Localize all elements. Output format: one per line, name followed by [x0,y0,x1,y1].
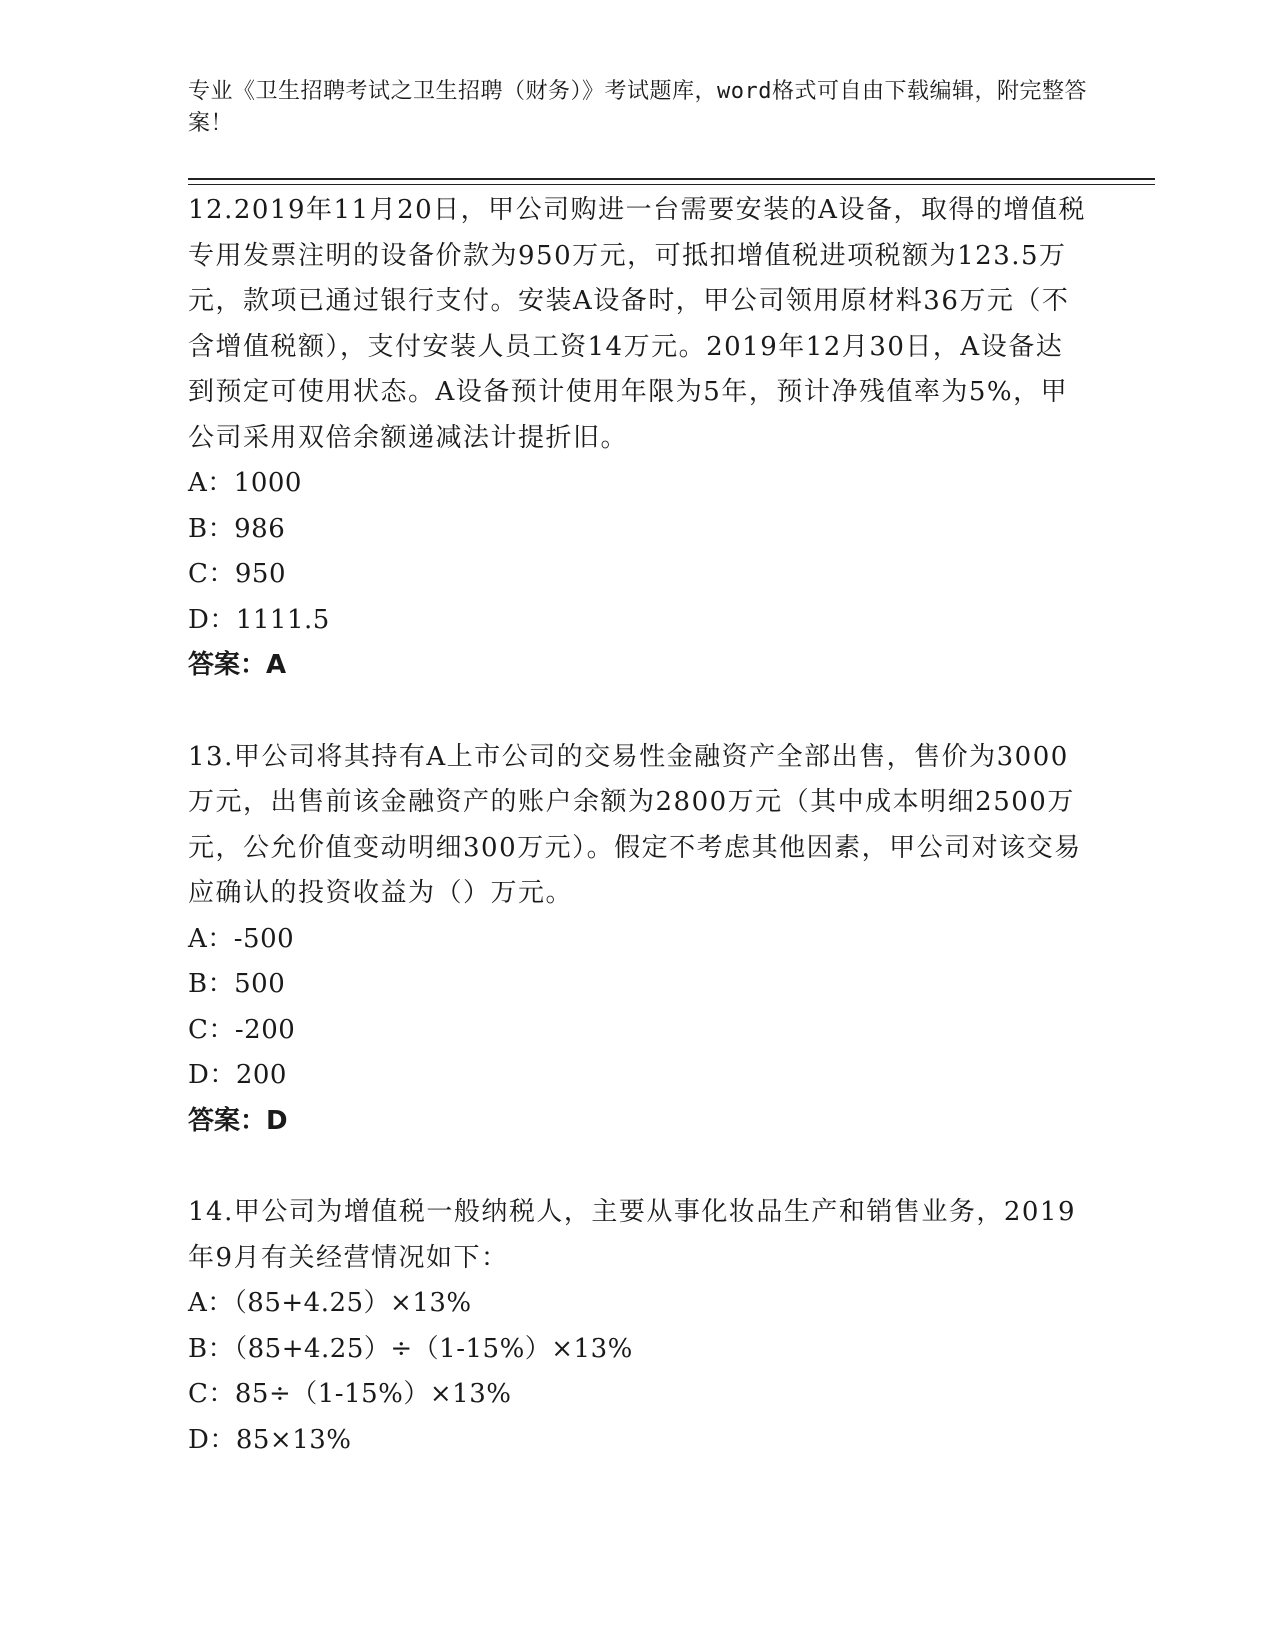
option-d: D：85×13% [188,1424,352,1455]
option-c: C：950 [188,559,287,589]
option-b: B：（85+4.25）÷（1-15%）×13% [188,1333,633,1364]
answer-line: 答案：D [188,1105,288,1136]
question-stem: 12.2019年11月20日，甲公司购进一台需要安装的A设备，取得的增值税专用发票注明的设备价款为950万元，可抵扣增值税进项税额为123.5万元，款项已通过银行支付。安装A设备时，甲公司领用原材料36万元（不含增值税额），支付安装人员工资14万元。2019年12月30日，A设备达到预定可使用状态。A设备预计使用年限为5年，预计净残值率为5%，甲公司采用双倍余额递减法计提折旧。 [188,195,1086,453]
option-a: A：-500 [188,923,295,954]
answer-line: 答案：A [188,650,287,680]
question-stem: 14.甲公司为增值税一般纳税人，主要从事化妆品生产和销售业务，2019年9月有关经营情况如下： [188,1197,1077,1273]
option-c: C：85÷（1-15%）×13% [188,1379,512,1409]
question-stem: 13.甲公司将其持有A上市公司的交易性金融资产全部出售，售价为3000万元，出售前该金融资产的账户余额为2800万元（其中成本明细2500万元，公允价值变动明细300万元）。假定不考虑其他因素，甲公司对该交易应确认的投资收益为（）万元。 [188,741,1082,908]
option-a: A：（85+4.25）×13% [188,1288,472,1318]
header-rule-thin [188,184,1155,185]
question-12 [188,188,1088,689]
question-14 [188,1190,1088,1463]
option-a: A：1000 [188,468,302,498]
header-rule-thick [188,178,1155,180]
question-13 [188,735,1088,1145]
option-b: B：986 [188,513,286,544]
option-d: D：1111.5 [188,604,330,635]
option-b: B：500 [188,969,286,999]
question-list [188,188,1088,1463]
option-c: C：-200 [188,1014,296,1045]
option-d: D：200 [188,1060,287,1090]
document-header: 专业《卫生招聘考试之卫生招聘（财务）》考试题库，word格式可自由下载编辑，附完整答案！ [188,79,1087,136]
